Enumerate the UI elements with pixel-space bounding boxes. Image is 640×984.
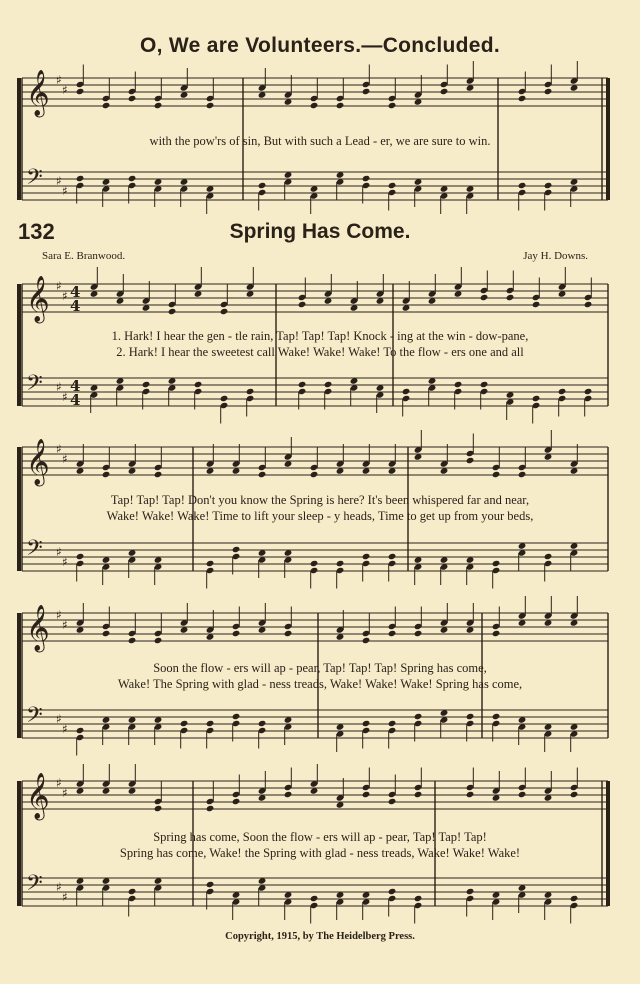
notehead (128, 888, 137, 895)
notehead (206, 560, 215, 567)
notehead (206, 102, 215, 109)
hymn-title: Spring Has Come. (229, 220, 411, 243)
notehead (206, 720, 215, 727)
sharp-icon: ♯ (56, 608, 62, 622)
notehead (310, 560, 319, 567)
sharp-icon: ♯ (62, 722, 68, 736)
notehead (570, 791, 579, 798)
time-signature-icon: 4 (70, 297, 81, 315)
bass-clef-icon: 𝄢 (26, 536, 43, 566)
sharp-icon: ♯ (62, 618, 68, 632)
notehead (258, 182, 267, 189)
bass-clef-icon: 𝄢 (26, 165, 43, 195)
notehead (232, 713, 241, 720)
notehead (518, 95, 527, 102)
notehead (480, 381, 489, 388)
treble-clef-icon: 𝄞 (26, 276, 50, 322)
treble-staff (22, 276, 608, 324)
notehead (246, 388, 255, 395)
notehead (232, 546, 241, 553)
notehead (76, 553, 85, 560)
sharp-icon: ♯ (62, 890, 68, 904)
sharp-icon: ♯ (62, 184, 68, 198)
sharp-icon: ♯ (56, 442, 62, 456)
notehead (506, 294, 515, 301)
sharp-icon: ♯ (62, 452, 68, 466)
notehead (492, 630, 501, 637)
notehead (466, 713, 475, 720)
composer-credit: Jay H. Downs. (523, 250, 588, 262)
notehead (388, 102, 397, 109)
notehead (284, 630, 293, 637)
sharp-icon: ♯ (56, 73, 62, 87)
time-signature-icon: 4 (70, 391, 81, 409)
system4-verse1: Spring has come, Soon the flow - ers will ap - pear, Tap! Tap! Tap! (153, 830, 487, 844)
notehead (76, 88, 85, 95)
notehead (454, 381, 463, 388)
notehead (102, 471, 111, 478)
notehead (584, 301, 593, 308)
notehead (414, 713, 423, 720)
notehead (220, 395, 229, 402)
system3-verse2: Wake! The Spring with glad - ness treads, Wake! Wake! Wake! Spring has come, (117, 677, 523, 691)
treble-staff (22, 439, 608, 487)
notehead (388, 182, 397, 189)
notehead (194, 381, 203, 388)
notehead (154, 805, 163, 812)
system2-verse2: Wake! Wake! Wake! Time to lift your sleep - y heads, Time to get up from your beds, (106, 509, 534, 523)
notehead (102, 630, 111, 637)
notehead (388, 798, 397, 805)
notehead (518, 791, 527, 798)
notehead (284, 791, 293, 798)
system1-verse2: 2. Hark! I hear the sweetest call Wake! Wake! Wake! To the flow - ers one and all (116, 345, 524, 359)
notehead (324, 381, 333, 388)
notehead (102, 102, 111, 109)
time-signature-icon: 4 (70, 283, 81, 301)
sharp-icon: ♯ (56, 776, 62, 790)
notehead (544, 182, 553, 189)
system2-verse1: Tap! Tap! Tap! Don't you know the Spring is here? It's been whispered far and near, (110, 493, 530, 507)
notehead (298, 301, 307, 308)
notehead (518, 471, 527, 478)
time-signature-icon: 4 (70, 377, 81, 395)
notehead (492, 713, 501, 720)
notehead (532, 395, 541, 402)
notehead (76, 175, 85, 182)
treble-clef-icon: 𝄞 (26, 439, 50, 485)
notehead (480, 294, 489, 301)
notehead (168, 308, 177, 315)
continued-hymn-title: O, We are Volunteers.—Concluded. (139, 34, 501, 57)
sharp-icon: ♯ (56, 545, 62, 559)
hymn-number: 132 (18, 219, 55, 244)
notehead (128, 175, 137, 182)
notehead (362, 175, 371, 182)
notehead (180, 720, 189, 727)
notehead (414, 895, 423, 902)
sharp-icon: ♯ (62, 83, 68, 97)
notehead (388, 888, 397, 895)
sharp-icon: ♯ (56, 712, 62, 726)
notehead (76, 727, 85, 734)
notehead (232, 630, 241, 637)
notehead (388, 553, 397, 560)
volunteers-lyric: with the pow'rs of sin, But with such a Lead - er, we are sure to win. (149, 134, 491, 148)
sharp-icon: ♯ (56, 174, 62, 188)
notehead (220, 308, 229, 315)
copyright-notice: Copyright, 1915, by The Heidelberg Press. (225, 931, 415, 942)
notehead (206, 881, 215, 888)
system4-verse2: Spring has come, Wake! the Spring with glad - ness treads, Wake! Wake! Wake! (119, 846, 521, 860)
system3-verse1: Soon the flow - ers will ap - pear, Tap! Tap! Tap! Spring has come, (153, 661, 487, 675)
notehead (362, 88, 371, 95)
notehead (584, 388, 593, 395)
notehead (570, 895, 579, 902)
notehead (440, 88, 449, 95)
sharp-icon: ♯ (62, 390, 68, 404)
treble-clef-icon: 𝄞 (26, 605, 50, 651)
notehead (298, 381, 307, 388)
notehead (362, 720, 371, 727)
sharp-icon: ♯ (62, 555, 68, 569)
notehead (142, 381, 151, 388)
bass-clef-icon: 𝄢 (26, 871, 43, 901)
notehead (310, 471, 319, 478)
sharp-icon: ♯ (62, 786, 68, 800)
treble-staff (22, 605, 608, 653)
notehead (558, 388, 567, 395)
notehead (154, 471, 163, 478)
system1-verse1: 1. Hark! I hear the gen - tle rain, Tap! Tap! Tap! Knock - ing at the win - dow-pane, (111, 329, 529, 343)
notehead (402, 388, 411, 395)
bass-staff (22, 371, 608, 409)
treble-clef-icon: 𝄞 (26, 70, 50, 116)
notehead (492, 560, 501, 567)
notehead (336, 102, 345, 109)
notehead (128, 95, 137, 102)
treble-clef-icon: 𝄞 (26, 773, 50, 819)
notehead (154, 637, 163, 644)
notehead (544, 553, 553, 560)
sharp-icon: ♯ (56, 380, 62, 394)
notehead (414, 630, 423, 637)
notehead (466, 457, 475, 464)
notehead (532, 301, 541, 308)
bass-clef-icon: 𝄢 (26, 703, 43, 733)
notehead (258, 720, 267, 727)
notehead (362, 791, 371, 798)
notehead (232, 798, 241, 805)
author-credit: Sara E. Branwood. (42, 250, 126, 262)
notehead (492, 471, 501, 478)
notehead (258, 471, 267, 478)
sharp-icon: ♯ (56, 279, 62, 293)
notehead (362, 637, 371, 644)
notehead (336, 560, 345, 567)
notehead (388, 630, 397, 637)
notehead (466, 791, 475, 798)
notehead (466, 888, 475, 895)
notehead (154, 102, 163, 109)
sharp-icon: ♯ (56, 880, 62, 894)
notehead (388, 720, 397, 727)
notehead (206, 805, 215, 812)
notehead (362, 553, 371, 560)
notehead (128, 637, 137, 644)
notehead (518, 182, 527, 189)
notehead (544, 88, 553, 95)
notehead (310, 895, 319, 902)
notehead (310, 102, 319, 109)
notehead (414, 791, 423, 798)
sharp-icon: ♯ (62, 289, 68, 303)
bass-clef-icon: 𝄢 (26, 371, 43, 401)
